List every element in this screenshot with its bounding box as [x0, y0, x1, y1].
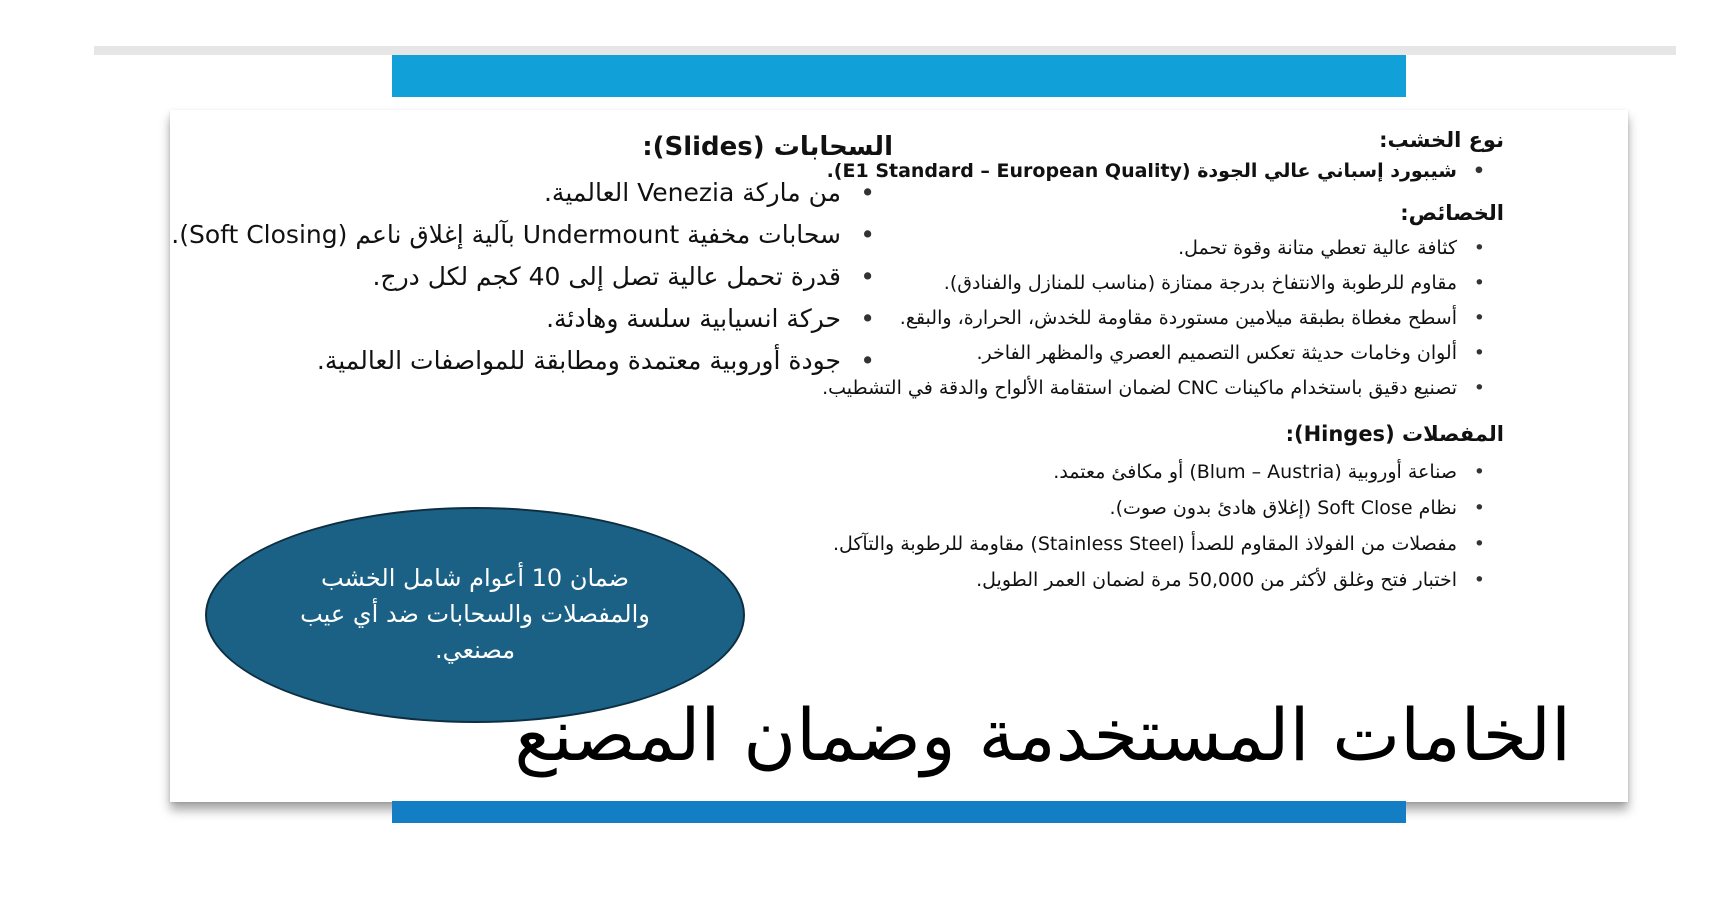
list-item: • من ماركة Venezia العالمية.: [141, 172, 841, 214]
top-divider-line: [94, 46, 1676, 55]
page-title: الخامات المستخدمة وضمان المصنع: [514, 693, 1571, 777]
bottom-accent-bar: [392, 801, 1406, 823]
list-item: • تصنيع دقيق باستخدام ماكينات CNC لضمان استقامة الألواح والدقة في التشطيب.: [684, 371, 1457, 406]
list-item: • ألوان وخامات حديثة تعكس التصميم العصري والمظهر الفاخر.: [684, 336, 1457, 371]
list-item: • كثافة عالية تعطي متانة وقوة تحمل.: [684, 231, 1457, 266]
slides-column-left: [141, 132, 893, 382]
top-accent-bar: [392, 55, 1406, 97]
slides-heading: السحابات (Slides):: [642, 132, 893, 162]
slides-list: [141, 172, 841, 382]
list-item: • صناعة أوروبية (Blum – Austria) أو مكافئ معتمد.: [684, 454, 1457, 490]
list-item: • اختبار فتح وغلق لأكثر من 50,000 مرة لضمان العمر الطويل.: [684, 562, 1457, 598]
list-item: • سحابات مخفية Undermount بآلية إغلاق ناعم (Soft Closing).: [141, 214, 841, 256]
list-item: • أسطح مغطاة بطبقة ميلامين مستوردة مقاومة للخدش، الحرارة، والبقع.: [684, 301, 1457, 336]
list-item: • قدرة تحمل عالية تصل إلى 40 كجم لكل درج.: [141, 256, 841, 298]
list-item: • مقاوم للرطوبة والانتفاخ بدرجة ممتازة (مناسب للمنازل والفنادق).: [684, 266, 1457, 301]
list-item: • جودة أوروبية معتمدة ومطابقة للمواصفات العالمية.: [141, 340, 841, 382]
list-item: • شيبورد إسباني عالي الجودة (E1 Standard – European Quality).: [684, 154, 1457, 189]
hinges-heading: المفصلات (Hinges):: [1285, 422, 1504, 446]
wood-heading: نوع الخشب:: [1379, 128, 1504, 152]
list-item: • نظام Soft Close (إغلاق هادئ بدون صوت).: [684, 490, 1457, 526]
hinges-list: [684, 454, 1457, 598]
warranty-text: ضمان 10 أعوام شامل الخشب والمفصلات والسحابات ضد أي عيب مصنعي.: [300, 564, 650, 664]
list-item: • مفصلات من الفولاذ المقاوم للصدأ (Stainless Steel) مقاومة للرطوبة والتآكل.: [684, 526, 1457, 562]
features-heading: الخصائص:: [1400, 201, 1504, 225]
list-item: • حركة انسيابية سلسة وهادئة.: [141, 298, 841, 340]
